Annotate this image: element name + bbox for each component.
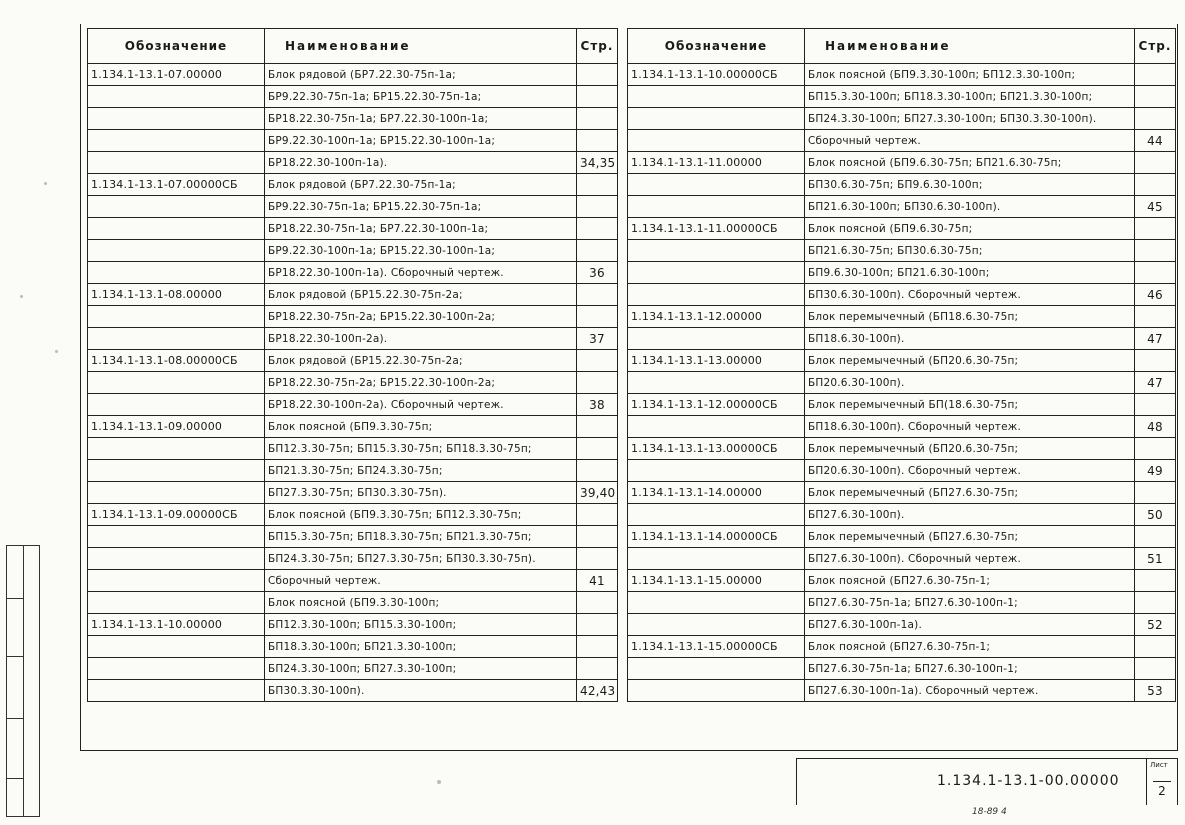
table-row [628, 196, 1176, 218]
designation-cell [88, 130, 265, 152]
designation-cell [628, 86, 805, 108]
name-cell: БП20.6.30-100п). [805, 372, 1135, 394]
page-number-cell: 36 [577, 262, 618, 284]
page-number-cell [577, 350, 618, 372]
name-cell: Блок поясной (БП9.3.30-100п; [265, 592, 577, 614]
page-number-cell [577, 614, 618, 636]
designation-cell: 1.134.1-13.1-10.00000 [88, 614, 265, 636]
page-number-cell [577, 284, 618, 306]
table-row [88, 262, 618, 284]
table-row [628, 372, 1176, 394]
page-number-cell [1135, 482, 1176, 504]
name-cell: Блок перемычечный (БП27.6.30-75п; [805, 482, 1135, 504]
designation-cell [628, 658, 805, 680]
designation-cell [88, 570, 265, 592]
name-cell: БП12.3.30-100п; БП15.3.30-100п; [265, 614, 577, 636]
name-cell: Блок рядовой (БР7.22.30-75п-1а; [265, 64, 577, 86]
scan-speck [44, 182, 47, 185]
table-row [628, 614, 1176, 636]
designation-cell: 1.134.1-13.1-13.00000СБ [628, 438, 805, 460]
name-cell: БР18.22.30-75п-2а; БР15.22.30-100п-2а; [265, 306, 577, 328]
designation-cell [88, 592, 265, 614]
table-row [628, 394, 1176, 416]
designation-cell [88, 152, 265, 174]
designation-cell [88, 394, 265, 416]
table-row [628, 284, 1176, 306]
name-cell: Блок поясной (БП27.6.30-75п-1; [805, 570, 1135, 592]
table-row [88, 438, 618, 460]
table-row [88, 306, 618, 328]
table-row [88, 218, 618, 240]
name-cell: Блок перемычечный БП(18.6.30-75п; [805, 394, 1135, 416]
designation-cell [628, 680, 805, 702]
table-row [88, 240, 618, 262]
document-code: 1.134.1-13.1-00.00000 [937, 773, 1120, 789]
designation-cell: 1.134.1-13.1-07.00000СБ [88, 174, 265, 196]
table-row [88, 680, 618, 702]
name-cell: Блок рядовой (БР7.22.30-75п-1а; [265, 174, 577, 196]
table-row [88, 658, 618, 680]
designation-cell [88, 108, 265, 130]
page-number-cell [1135, 394, 1176, 416]
name-cell: Блок поясной (БП9.6.30-75п; БП21.6.30-75п; [805, 152, 1135, 174]
table-row [628, 218, 1176, 240]
designation-cell: 1.134.1-13.1-11.00000СБ [628, 218, 805, 240]
page-number-cell: 47 [1135, 328, 1176, 350]
page-number-cell: 51 [1135, 548, 1176, 570]
designation-cell [628, 262, 805, 284]
designation-cell [628, 196, 805, 218]
page-number-cell [577, 636, 618, 658]
sheet-label: Лист [1150, 761, 1168, 769]
page-number-cell: 37 [577, 328, 618, 350]
name-cell: БР18.22.30-100п-1а). Сборочный чертеж. [265, 262, 577, 284]
table-row [88, 86, 618, 108]
designation-cell: 1.134.1-13.1-14.00000СБ [628, 526, 805, 548]
designation-cell [628, 108, 805, 130]
name-cell: Блок поясной (БП27.6.30-75п-1; [805, 636, 1135, 658]
table-row [88, 548, 618, 570]
page-number-cell [1135, 658, 1176, 680]
table-row [628, 130, 1176, 152]
designation-cell [628, 130, 805, 152]
table-row [628, 108, 1176, 130]
header-name: Наименование [805, 29, 1135, 64]
sheet-number-box [1146, 759, 1177, 805]
strip-cell [7, 718, 23, 779]
strip-cell [7, 598, 23, 657]
table-row [88, 108, 618, 130]
designation-cell [88, 460, 265, 482]
name-cell: БР18.22.30-100п-2а). Сборочный чертеж. [265, 394, 577, 416]
title-block [796, 758, 1178, 805]
designation-cell [88, 196, 265, 218]
designation-cell [88, 482, 265, 504]
table-row [88, 614, 618, 636]
table-row [628, 526, 1176, 548]
designation-cell [628, 328, 805, 350]
designation-cell: 1.134.1-13.1-12.00000СБ [628, 394, 805, 416]
header-designation: Обозначение [88, 29, 265, 64]
page-number-cell [1135, 108, 1176, 130]
page-number-cell: 34,35 [577, 152, 618, 174]
name-cell: БР9.22.30-100п-1а; БР15.22.30-100п-1а; [265, 130, 577, 152]
designation-cell [88, 548, 265, 570]
page-number-cell: 46 [1135, 284, 1176, 306]
name-cell: БП24.3.30-100п; БП27.3.30-100п; БП30.3.30-100п). [805, 108, 1135, 130]
designation-cell [88, 680, 265, 702]
page-number-cell [577, 592, 618, 614]
table-row [88, 482, 618, 504]
designation-cell [88, 526, 265, 548]
table-row [628, 416, 1176, 438]
designation-cell: 1.134.1-13.1-09.00000СБ [88, 504, 265, 526]
table-row [628, 152, 1176, 174]
table-row [88, 152, 618, 174]
name-cell: БП27.6.30-100п-1а). Сборочный чертеж. [805, 680, 1135, 702]
table-row [628, 262, 1176, 284]
table-row [628, 64, 1176, 86]
strip-divider [23, 546, 24, 816]
name-cell: БП15.3.30-75п; БП18.3.30-75п; БП21.3.30-75п; [265, 526, 577, 548]
designation-cell [88, 262, 265, 284]
header-page: Стр. [577, 29, 618, 64]
name-cell: Сборочный чертеж. [805, 130, 1135, 152]
page-number-cell: 48 [1135, 416, 1176, 438]
page-number-cell [577, 306, 618, 328]
designation-cell: 1.134.1-13.1-12.00000 [628, 306, 805, 328]
name-cell: БР18.22.30-100п-1а). [265, 152, 577, 174]
designation-cell [88, 372, 265, 394]
page-number-cell: 44 [1135, 130, 1176, 152]
name-cell: БП27.3.30-75п; БП30.3.30-75п). [265, 482, 577, 504]
name-cell: Сборочный чертеж. [265, 570, 577, 592]
page-number-cell [577, 548, 618, 570]
name-cell: БП21.3.30-75п; БП24.3.30-75п; [265, 460, 577, 482]
name-cell: Блок перемычечный (БП18.6.30-75п; [805, 306, 1135, 328]
page-number-cell [577, 438, 618, 460]
page-number-cell [577, 174, 618, 196]
name-cell: Блок поясной (БП9.3.30-75п; [265, 416, 577, 438]
page-number-cell: 45 [1135, 196, 1176, 218]
designation-cell [628, 174, 805, 196]
designation-cell [628, 460, 805, 482]
designation-cell [628, 592, 805, 614]
name-cell: Блок перемычечный (БП20.6.30-75п; [805, 350, 1135, 372]
strip-cell [7, 546, 23, 599]
table-row [88, 416, 618, 438]
table-row [628, 548, 1176, 570]
page-number-cell [1135, 526, 1176, 548]
page-number-cell [1135, 306, 1176, 328]
table-row [628, 658, 1176, 680]
designation-cell [88, 328, 265, 350]
scan-speck [55, 350, 58, 353]
page-number-cell [1135, 64, 1176, 86]
table-row [88, 64, 618, 86]
header-name: Наименование [265, 29, 577, 64]
name-cell: БП30.6.30-75п; БП9.6.30-100п; [805, 174, 1135, 196]
designation-cell [628, 504, 805, 526]
designation-cell [88, 658, 265, 680]
table-row [88, 130, 618, 152]
page-number-cell [577, 372, 618, 394]
designation-cell [628, 372, 805, 394]
name-cell: БП27.6.30-100п). Сборочный чертеж. [805, 548, 1135, 570]
name-cell: БП24.3.30-75п; БП27.3.30-75п; БП30.3.30-75п). [265, 548, 577, 570]
strip-cell [7, 656, 23, 719]
table-row [88, 372, 618, 394]
name-cell: БР18.22.30-75п-1а; БР7.22.30-100п-1а; [265, 108, 577, 130]
name-cell: БП18.6.30-100п). [805, 328, 1135, 350]
page-number-cell [577, 130, 618, 152]
table-row [88, 350, 618, 372]
table-row [628, 570, 1176, 592]
name-cell: БП18.3.30-100п; БП21.3.30-100п; [265, 636, 577, 658]
table-row [628, 592, 1176, 614]
name-cell: Блок рядовой (БР15.22.30-75п-2а; [265, 284, 577, 306]
page-number-cell [1135, 218, 1176, 240]
name-cell: Блок перемычечный (БП27.6.30-75п; [805, 526, 1135, 548]
table-row [628, 636, 1176, 658]
side-approval-strip [6, 545, 40, 817]
page-number-cell [577, 416, 618, 438]
table-row [88, 570, 618, 592]
page-number-cell [1135, 174, 1176, 196]
designation-cell: 1.134.1-13.1-11.00000 [628, 152, 805, 174]
table-row [628, 460, 1176, 482]
page-number-cell [577, 86, 618, 108]
scan-speck [20, 295, 23, 298]
name-cell: БП15.3.30-100п; БП18.3.30-100п; БП21.3.30-100п; [805, 86, 1135, 108]
name-cell: БР9.22.30-100п-1а; БР15.22.30-100п-1а; [265, 240, 577, 262]
page-number-cell [1135, 592, 1176, 614]
table-row [628, 328, 1176, 350]
page-number-cell [577, 218, 618, 240]
table-row [88, 504, 618, 526]
page-number-cell: 53 [1135, 680, 1176, 702]
header-row [628, 29, 1176, 64]
page-number-cell: 47 [1135, 372, 1176, 394]
designation-cell: 1.134.1-13.1-15.00000 [628, 570, 805, 592]
designation-cell: 1.134.1-13.1-14.00000 [628, 482, 805, 504]
spec-table-left [87, 28, 618, 702]
name-cell: БП21.6.30-100п; БП30.6.30-100п). [805, 196, 1135, 218]
page-number-cell [577, 64, 618, 86]
table-row [628, 350, 1176, 372]
page-number-cell [1135, 570, 1176, 592]
name-cell: Блок поясной (БП9.3.30-100п; БП12.3.30-100п; [805, 64, 1135, 86]
designation-cell: 1.134.1-13.1-10.00000СБ [628, 64, 805, 86]
table-row [88, 592, 618, 614]
designation-cell: 1.134.1-13.1-08.00000 [88, 284, 265, 306]
name-cell: БП21.6.30-75п; БП30.6.30-75п; [805, 240, 1135, 262]
scan-speck [437, 780, 441, 784]
designation-cell [88, 636, 265, 658]
name-cell: БП9.6.30-100п; БП21.6.30-100п; [805, 262, 1135, 284]
designation-cell [628, 240, 805, 262]
page-number-cell: 50 [1135, 504, 1176, 526]
page-number-cell: 42,43 [577, 680, 618, 702]
name-cell: БП27.6.30-100п-1а). [805, 614, 1135, 636]
name-cell: БР9.22.30-75п-1а; БР15.22.30-75п-1а; [265, 196, 577, 218]
page-number-cell [1135, 438, 1176, 460]
name-cell: БР18.22.30-100п-2а). [265, 328, 577, 350]
header-page: Стр. [1135, 29, 1176, 64]
table-row [88, 636, 618, 658]
name-cell: БП27.6.30-75п-1а; БП27.6.30-100п-1; [805, 592, 1135, 614]
page-number-cell [577, 240, 618, 262]
name-cell: БП20.6.30-100п). Сборочный чертеж. [805, 460, 1135, 482]
table-row [628, 482, 1176, 504]
name-cell: БП30.6.30-100п). Сборочный чертеж. [805, 284, 1135, 306]
designation-cell [88, 306, 265, 328]
page-number-cell [1135, 152, 1176, 174]
designation-cell [88, 240, 265, 262]
name-cell: БП12.3.30-75п; БП15.3.30-75п; БП18.3.30-75п; [265, 438, 577, 460]
left-table-body [88, 64, 618, 702]
table-row [628, 306, 1176, 328]
page-number-cell: 38 [577, 394, 618, 416]
name-cell: БП18.6.30-100п). Сборочный чертеж. [805, 416, 1135, 438]
designation-cell: 1.134.1-13.1-09.00000 [88, 416, 265, 438]
table-row [88, 174, 618, 196]
table-row [88, 526, 618, 548]
table-row [88, 196, 618, 218]
table-row [628, 240, 1176, 262]
name-cell: БП30.3.30-100п). [265, 680, 577, 702]
page-number-cell [1135, 262, 1176, 284]
designation-cell: 1.134.1-13.1-08.00000СБ [88, 350, 265, 372]
name-cell: Блок поясной (БП9.3.30-75п; БП12.3.30-75п; [265, 504, 577, 526]
designation-cell: 1.134.1-13.1-07.00000 [88, 64, 265, 86]
name-cell: Блок рядовой (БР15.22.30-75п-2а; [265, 350, 577, 372]
page-number-cell: 52 [1135, 614, 1176, 636]
page-number-cell [1135, 350, 1176, 372]
table-row [628, 504, 1176, 526]
spec-table-right [627, 28, 1176, 702]
page-number-cell: 39,40 [577, 482, 618, 504]
table-row [88, 328, 618, 350]
designation-cell [88, 438, 265, 460]
page-number-cell [577, 108, 618, 130]
name-cell: БР9.22.30-75п-1а; БР15.22.30-75п-1а; [265, 86, 577, 108]
page-number-cell [577, 196, 618, 218]
page-number-cell: 41 [577, 570, 618, 592]
name-cell: Блок поясной (БП9.6.30-75п; [805, 218, 1135, 240]
name-cell: БП27.6.30-75п-1а; БП27.6.30-100п-1; [805, 658, 1135, 680]
name-cell: БП24.3.30-100п; БП27.3.30-100п; [265, 658, 577, 680]
designation-cell: 1.134.1-13.1-13.00000 [628, 350, 805, 372]
table-row [628, 174, 1176, 196]
table-row [628, 680, 1176, 702]
name-cell: БР18.22.30-75п-1а; БР7.22.30-100п-1а; [265, 218, 577, 240]
table-row [628, 86, 1176, 108]
designation-cell [628, 284, 805, 306]
designation-cell [628, 548, 805, 570]
page-number-cell [1135, 636, 1176, 658]
name-cell: Блок перемычечный (БП20.6.30-75п; [805, 438, 1135, 460]
page-number-cell [577, 526, 618, 548]
designation-cell [88, 218, 265, 240]
table-row [88, 284, 618, 306]
sheet-number: 2 [1153, 781, 1171, 800]
name-cell: БР18.22.30-75п-2а; БР15.22.30-100п-2а; [265, 372, 577, 394]
page-number-cell [577, 658, 618, 680]
page-number-cell [577, 460, 618, 482]
designation-cell [628, 614, 805, 636]
table-row [88, 394, 618, 416]
designation-cell: 1.134.1-13.1-15.00000СБ [628, 636, 805, 658]
page-number-cell: 49 [1135, 460, 1176, 482]
header-row [88, 29, 618, 64]
name-cell: БП27.6.30-100п). [805, 504, 1135, 526]
table-row [628, 438, 1176, 460]
page-number-cell [1135, 240, 1176, 262]
right-table-body [628, 64, 1176, 702]
table-row [88, 460, 618, 482]
designation-cell [88, 86, 265, 108]
handwritten-note: 18-89 4 [972, 807, 1007, 817]
page-number-cell [577, 504, 618, 526]
designation-cell [628, 416, 805, 438]
header-designation: Обозначение [628, 29, 805, 64]
page-number-cell [1135, 86, 1176, 108]
